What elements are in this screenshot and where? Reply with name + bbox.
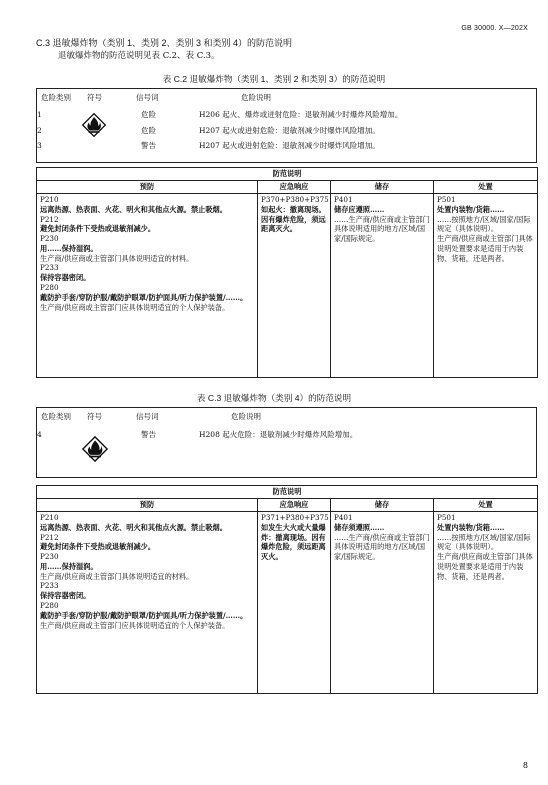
col-storage: 储存 bbox=[331, 181, 434, 194]
table-c2-hazard-box: 危险类别 符号 信号词 危险说明 1 危险 H206 起火、爆炸或迸射危险：退敏剂减少时爆炸风险增加。 2 危险 H207 起火或迸射危险：退敏剂减少时爆炸风险增加。 3 警告 H207 起火或迸射危险：退敏剂减少时爆炸风险增加。 bbox=[36, 88, 537, 163]
col-response: 应急响应 bbox=[258, 499, 331, 512]
precaution-title: 防范说明 bbox=[37, 486, 538, 499]
disposal-cell: P501 处置内装物/货箱…… ……按照地方/区域/国家/国际规定（具体说明）。 生产商/供应商或主管部门具体说明处置要求是适用于内装物、货箱，还是两者。 bbox=[434, 194, 538, 378]
col-symbol: 符号 bbox=[87, 93, 102, 102]
col-signal: 信号词 bbox=[136, 412, 159, 421]
col-disposal: 处置 bbox=[434, 499, 538, 512]
table-c2-caption: 表 C.2 退敏爆炸物（类别 1、类别 2 和类别 3）的防范说明 bbox=[162, 74, 386, 84]
col-prevention: 预防 bbox=[37, 181, 258, 194]
standard-code: GB 30000. X—202X bbox=[461, 25, 528, 32]
prevention-cell: P210 远离热源、热表面、火花、明火和其他点火源。禁止吸烟。 P212 避免封闭条件下受热或退敏剂减少。 P230 用……保持湿润。 生产商/供应商或主管部门具体说明适宜的材料。 P233 保持容器密闭。 P280 戴防护手套/穿防护服/戴防护眼罩/防护面具/听力保护装置/……。 生产商/供应商或主管部门应具体说明适宜的个人保护装备。 bbox=[37, 194, 258, 378]
col-signal: 信号词 bbox=[136, 93, 159, 102]
precaution-title: 防范说明 bbox=[37, 168, 538, 181]
response-cell: P371+P380+P375 如发生大火或大量爆炸：撤离现场。因有爆炸危险，须远距离灭火。 bbox=[258, 512, 331, 694]
col-category: 危险类别 bbox=[41, 93, 71, 102]
table-c3-precautions bbox=[36, 485, 538, 694]
col-statement: 危险说明 bbox=[241, 93, 271, 102]
col-response: 应急响应 bbox=[258, 181, 331, 194]
flame-icon bbox=[80, 434, 110, 464]
col-prevention: 预防 bbox=[37, 499, 258, 512]
section-title: C.3 退敏爆炸物（类别 1、类别 2、类别 3 和类别 4）的防范说明 bbox=[36, 38, 293, 48]
flame-icon bbox=[80, 111, 108, 139]
prevention-cell: P210 远离热源、热表面、火花、明火和其他点火源。禁止吸烟。 P212 避免封闭条件下受热或退敏剂减少。 P230 用……保持湿润。 生产商/供应商或主管部门具体说明适宜的材料。 P233 保持容器密闭。 P280 戴防护手套/穿防护服/戴防护眼罩/防护面具/听力保护装置/……。 生产商/供应商或主管部门应具体说明适宜的个人保护装备。 bbox=[37, 512, 258, 694]
table-c3-hazard-box: 危险类别 符号 信号词 危险说明 4 警告 H208 起火危险：退敏剂减少时爆炸风险增加。 bbox=[36, 407, 537, 478]
storage-cell: P401 储存应遵照…… ……生产商/供应商或主管部门具体说明适用的地方/区域/国家/国际规定。 bbox=[331, 194, 434, 378]
col-symbol: 符号 bbox=[87, 412, 102, 421]
col-category: 危险类别 bbox=[41, 412, 71, 421]
col-disposal: 处置 bbox=[434, 181, 538, 194]
response-cell: P370+P380+P375 如起火：撤离现场。因有爆炸危险，须远距离灭火。 bbox=[258, 194, 331, 378]
storage-cell: P401 储存须遵照…… ……生产商/供应商或主管部门具体说明适用的地方/区域/国家/国际规定。 bbox=[331, 512, 434, 694]
col-statement: 危险说明 bbox=[231, 412, 261, 421]
col-storage: 储存 bbox=[331, 499, 434, 512]
page-number: 8 bbox=[522, 761, 528, 770]
disposal-cell: P501 处置内装物/货箱…… ……按照地方/区域/国家/国际规定（具体说明）。 生产商/供应商或主管部门具体说明处置要求是适用于内装物、货箱，还是两者。 bbox=[434, 512, 538, 694]
table-c2-precautions bbox=[36, 167, 538, 378]
table-c3-caption: 表 C.3 退敏爆炸物（类别 4）的防范说明 bbox=[196, 393, 352, 403]
section-body: 退敏爆炸物的防范说明见表 C.2、表 C.3。 bbox=[58, 51, 220, 61]
